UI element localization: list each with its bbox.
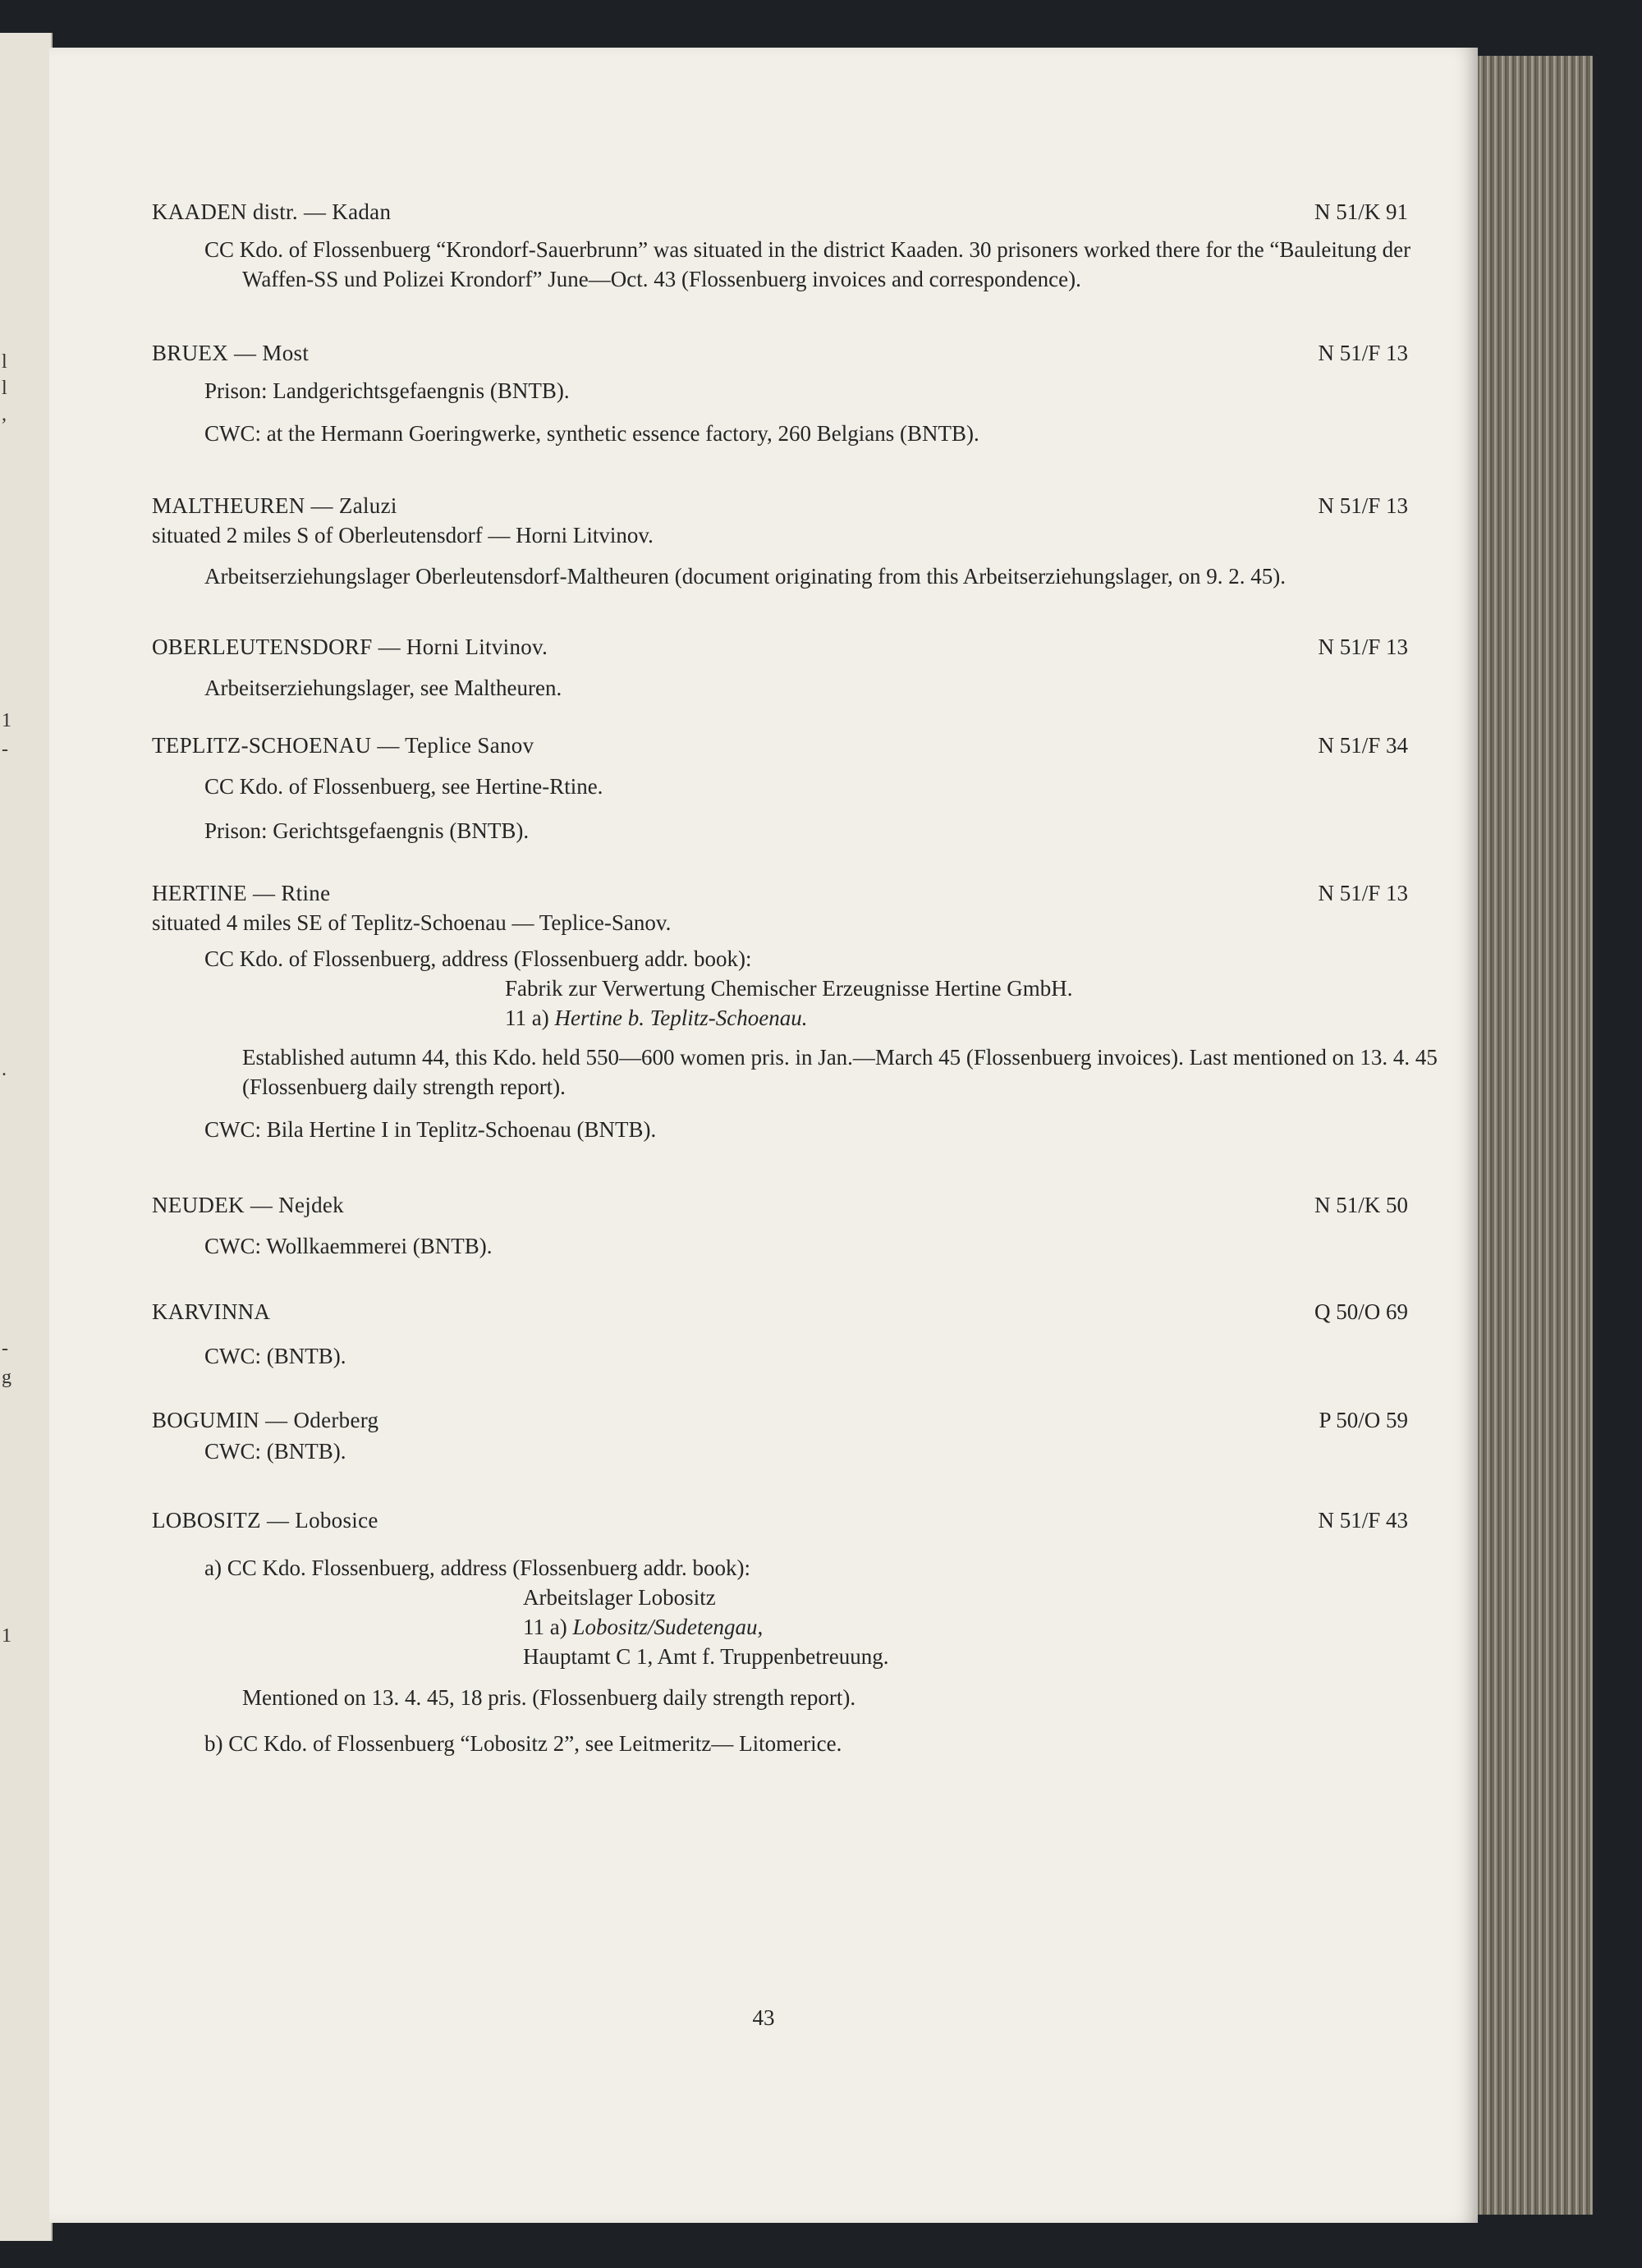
entry-bruex (152, 338, 1441, 448)
entry-paragraph: CC Kdo. of Flossenbuerg, address (Flossenbuerg addr. book): (204, 946, 752, 971)
facing-page-fragment: l (2, 351, 7, 373)
entry-heading: KAADEN distr. — Kadan (152, 199, 392, 224)
map-reference: Q 50/O 69 (1314, 1299, 1408, 1324)
facing-page-fragment: . (2, 1059, 7, 1080)
entry-teplitz-schoenau (152, 731, 1441, 845)
map-reference: N 51/K 91 (1314, 199, 1408, 224)
entry-paragraph: Mentioned on 13. 4. 45, 18 pris. (Flossenbuerg daily strength report). (242, 1685, 856, 1710)
entry-paragraph: a) CC Kdo. Flossenbuerg, address (Flossenbuerg addr. book): (204, 1556, 750, 1580)
entry-paragraph: Prison: Gerichtsgefaengnis (BNTB). (204, 818, 530, 843)
entry-paragraph: CC Kdo. of Flossenbuerg “Krondorf-Sauerbrunn” was situated in the district Kaaden. 30 prisoners worked there for the “Bauleitung der Waffen-SS und Polizei Krondorf” June—Oct. 43 (Flossenbuerg invoices and correspondence). (204, 237, 1411, 291)
entry-heading: BOGUMIN — Oderberg (152, 1408, 379, 1432)
entry-paragraph: CWC: at the Hermann Goeringwerke, synthetic essence factory, 260 Belgians (BNTB). (204, 421, 979, 446)
entry-paragraph: CWC: (BNTB). (204, 1344, 346, 1368)
entry-lobositz (152, 1505, 1441, 1758)
facing-page-fragment: - (2, 739, 8, 760)
map-reference: N 51/F 13 (1318, 635, 1408, 659)
map-reference: N 51/F 13 (1318, 493, 1408, 518)
facing-page-fragment: , (2, 404, 7, 425)
entry-heading: HERTINE — Rtine (152, 881, 331, 905)
entry-heading: BRUEX — Most (152, 341, 310, 365)
entry-paragraph: CWC: Wollkaemmerei (BNTB). (204, 1234, 493, 1258)
entry-hertine (152, 878, 1441, 1144)
page-number: 43 (752, 2005, 775, 2030)
entry-heading: KARVINNA (152, 1299, 271, 1324)
map-reference: N 51/K 50 (1314, 1193, 1408, 1217)
entry-bogumin (152, 1405, 1441, 1466)
map-reference: N 51/F 13 (1318, 341, 1408, 365)
book-page-edges (1470, 56, 1593, 2215)
entry-heading: TEPLITZ-SCHOENAU — Teplice Sanov (152, 733, 534, 758)
location-note: situated 4 miles SE of Teplitz-Schoenau — Teplice-Sanov. (152, 910, 672, 935)
map-reference: P 50/O 59 (1319, 1408, 1408, 1432)
facing-page-fragment: 1 (2, 1625, 11, 1647)
map-reference: N 51/F 13 (1318, 881, 1408, 905)
entry-paragraph: Arbeitserziehungslager Oberleutensdorf-Maltheuren (document originating from this Arbeitserziehungslager, on 9. 2. 45). (204, 564, 1287, 589)
facing-page-fragment: - (2, 1338, 8, 1359)
entry-kaaden (152, 197, 1441, 294)
entry-oberleutensdorf (152, 632, 1441, 703)
entry-heading: MALTHEUREN — Zaluzi (152, 493, 397, 518)
facing-page-fragment: l (2, 378, 7, 399)
address-line: Hauptamt C 1, Amt f. Truppenbetreuung. (523, 1644, 889, 1669)
map-reference: N 51/F 43 (1318, 1508, 1408, 1533)
entry-paragraph: Established autumn 44, this Kdo. held 550—600 women pris. in Jan.—March 45 (Flossenbuerg invoices). Last mentioned on 13. 4. 45 (Flossenbuerg daily strength report). (242, 1045, 1438, 1099)
entry-paragraph: CWC: Bila Hertine I in Teplitz-Schoenau (BNTB). (204, 1117, 657, 1142)
address-line: 11 a) Lobositz/Sudetengau, (523, 1615, 764, 1639)
entry-paragraph: Arbeitserziehungslager, see Maltheuren. (204, 676, 562, 700)
location-note: situated 2 miles S of Oberleutensdorf — Horni Litvinov. (152, 523, 654, 548)
facing-page-fragment: 1 (2, 710, 11, 731)
map-reference: N 51/F 34 (1318, 733, 1408, 758)
entry-neudek (152, 1190, 1441, 1261)
entry-heading: OBERLEUTENSDORF — Horni Litvinov. (152, 635, 548, 659)
entry-karvinna (152, 1297, 1441, 1371)
address-line: Fabrik zur Verwertung Chemischer Erzeugnisse Hertine GmbH. (505, 976, 1073, 1001)
entry-heading: NEUDEK — Nejdek (152, 1193, 344, 1217)
book-page (49, 48, 1478, 2223)
page-text (152, 144, 1441, 1758)
entry-paragraph: Prison: Landgerichtsgefaengnis (BNTB). (204, 378, 570, 403)
entry-paragraph: CC Kdo. of Flossenbuerg, see Hertine-Rtine. (204, 774, 603, 799)
address-line: Arbeitslager Lobositz (523, 1585, 716, 1610)
address-line: 11 a) Hertine b. Teplitz-Schoenau. (505, 1006, 808, 1030)
facing-page-fragment: g (2, 1367, 11, 1388)
entry-maltheuren (152, 491, 1441, 591)
entry-heading: LOBOSITZ — Lobosice (152, 1508, 378, 1533)
entry-paragraph: b) CC Kdo. of Flossenbuerg “Lobositz 2”, see Leitmeritz— Litomerice. (204, 1731, 842, 1756)
facing-page-edge (0, 33, 53, 2241)
entry-paragraph: CWC: (BNTB). (204, 1439, 346, 1464)
